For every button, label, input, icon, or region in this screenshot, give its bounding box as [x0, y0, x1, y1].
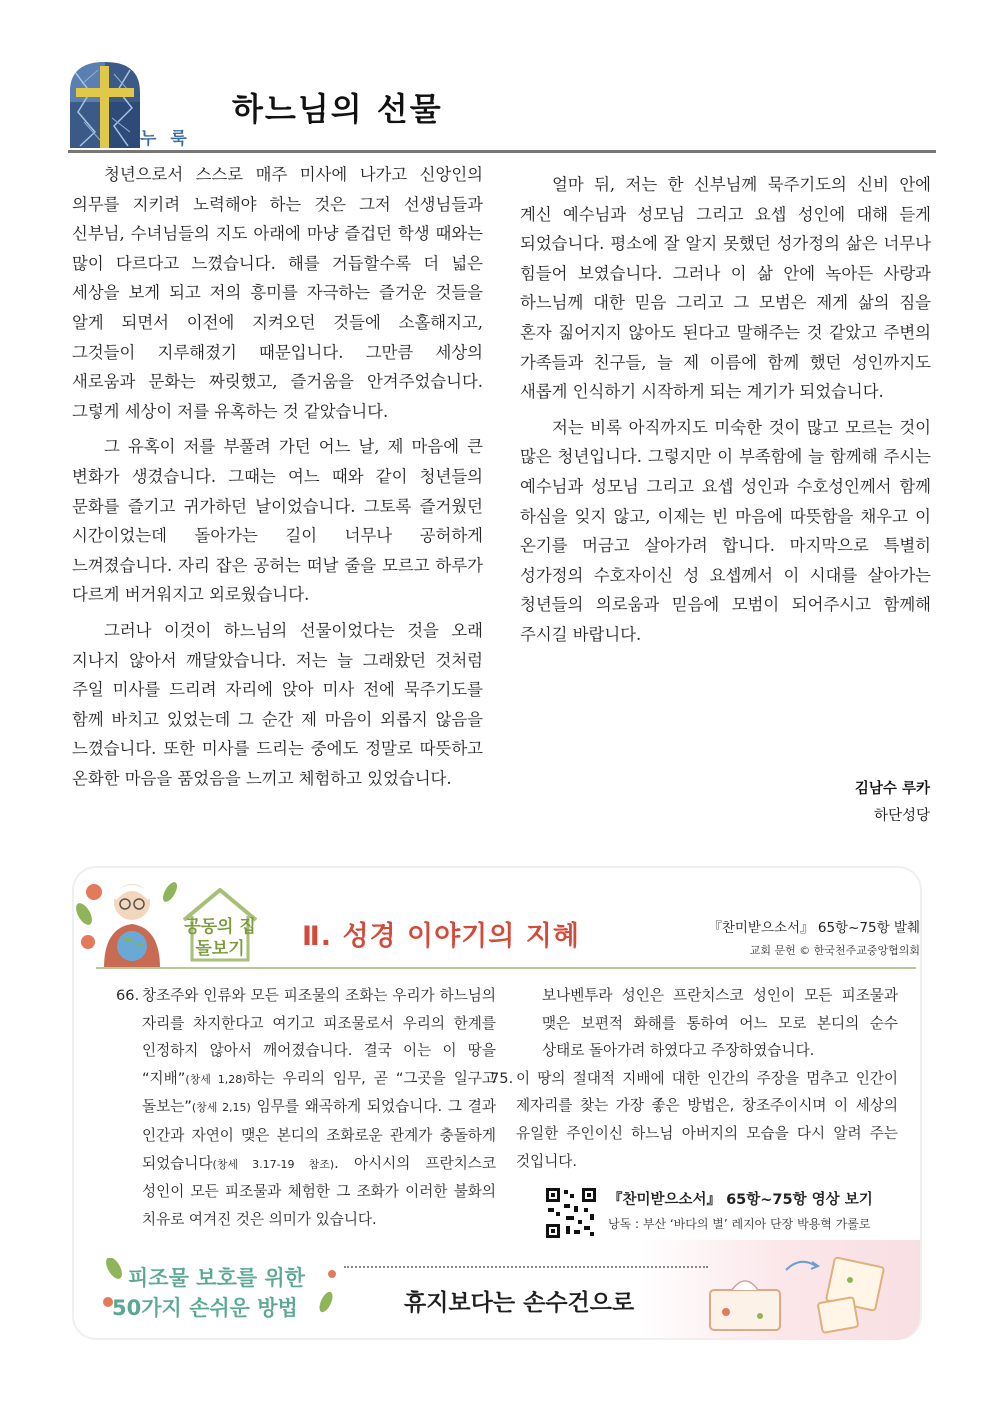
essay-right-column: [520, 170, 931, 656]
badge-line1: 공동의 집: [184, 917, 256, 937]
author-block: [855, 776, 930, 830]
scripture-ref: (창세 2,15): [191, 1101, 251, 1115]
essay-left-column: [72, 160, 483, 799]
scripture-ref: (창세 3.17-19 참조): [212, 1157, 335, 1171]
essay-paragraph: 얼마 뒤, 저는 한 신부님께 묵주기도의 신비 안에 계신 예수님과 성모님 그리고 요셉 성인에 대해 듣게 되었습니다. 평소에 잘 알지 못했던 성가정의 삶은 너무나 힘들어 보였습니다. 그러나 이 삶 안에 녹아든 사랑과 하느님께 대한 믿음 그리고 그 모범은 제게 삶의 짐을 혼자 짊어지지 않아도 된다고 말해주는 것 같았고 주변의 가족들과 친구들, 늘 제 이름에 함께 했던 성인까지도 새롭게 인식하기 시작하게 되는 계기가 되었습니다.: [520, 175, 931, 402]
paragraph-text: 이 땅의 절대적 지배에 대한 인간의 주장을 멈추고 인간이 제자리를 찾는 가장 좋은 방법은, 창조주이시며 이 세상의 유일한 주인이신 하느님 아버지의 모습을 다시 알려 주는 것입니다.: [516, 1069, 898, 1170]
eco-right-column: [490, 982, 898, 1175]
house-badge: [178, 886, 262, 964]
copyright-line: 교회 문헌 © 한국천주교중앙협의회: [749, 944, 920, 957]
source-citation: 『찬미받으소서』 65항~75항 발췌: [708, 920, 920, 936]
earth-hug-illustration: [74, 872, 184, 972]
essay-paragraph: 청년으로서 스스로 매주 미사에 나가고 신앙인의 의무를 지키려 노력해야 하는 것은 그저 선생님들과 신부님, 수녀님들의 지도 아래에 마냥 즐겁던 학생 때와는 많이 다르다고 느꼈습니다. 해를 거듭할수록 더 넓은 세상을 보게 되고 저의 흥미를 자극하는 즐거운 것들을 알게 되면서 이전에 지켜오던 것들에 소홀해지고, 그것들이 지루해졌기 때문입니다. 그만큼 세상의 새로움과 문화는 짜릿했고, 즐거움을 안겨주었습니다. 그렇게 세상이 저를 유혹하는 것 같았습니다.: [72, 165, 483, 421]
section-tag: 누 룩: [140, 129, 191, 149]
header-divider: [68, 150, 936, 153]
video-reader-credit: 낭독 : 부산 ‘바다의 별’ 레지아 단장 박용혁 가롤로: [608, 1217, 871, 1231]
paragraph-75: [490, 1065, 898, 1175]
essay-paragraph: 그 유혹이 저를 부풀려 가던 어느 날, 제 마음에 큰 변화가 생겼습니다. 그때는 여느 때와 같이 청년들의 문화를 즐기고 귀가하던 날이었습니다. 그토록 즐거웠던 시간이었는데 돌아가는 길이 너무나 공허하게 느껴졌습니다. 자리 잡은 공허는 떠날 줄을 모르고 하루가 다르게 버거워지고 외로웠습니다.: [72, 437, 483, 605]
paragraph-number: 66.: [116, 987, 140, 1004]
tissue-handkerchief-illustration: [690, 1250, 900, 1336]
page-title: 하느님의 선물: [232, 90, 443, 128]
essay-paragraph: 저는 비록 아직까지도 미숙한 것이 많고 모르는 것이 많은 청년입니다. 그렇지만 이 부족함에 늘 함께해 주시는 예수님과 성모님 그리고 요셉 성인과 수호성인께서 함께 하심을 잊지 않고, 이제는 빈 마음에 따뜻함을 채우고 이 온기를 머금고 살아가려 합니다. 마지막으로 특별히 성가정의 수호자이신 성 요셉께서 이 시대를 살아가는 청년들의 의로움과 믿음에 모범이 되어주시고 함께해 주시길 바랍니다.: [520, 417, 931, 644]
tip-text: 휴지보다는 손수건으로: [404, 1290, 635, 1316]
eco-divider: [96, 967, 916, 969]
eco-left-column: [116, 982, 496, 1233]
paragraph-66: [116, 982, 496, 1233]
paragraph-text: 창조주와 인류와 모든 피조물의 조화는 우리가 하느님의 자리를 차지한다고 여기고 피조물로서 우리의 한계를 인정하지 않아서 깨어졌습니다. 결국 이는 이 땅을 “지배”: [142, 987, 496, 1087]
paragraph-text: . 아시시의 프란치스코 성인이 모든 피조물과 체험한 그 조화가 이러한 불화의 치유로 여겨진 것은 의미가 있습니다.: [142, 1154, 496, 1228]
stained-glass-cross-logo: [70, 62, 140, 148]
author-name: 김남수 루카: [854, 781, 930, 797]
paragraph-number: 75.: [490, 1069, 514, 1087]
dotted-divider: [344, 1266, 708, 1268]
essay-paragraph: 그러나 이것이 하느님의 선물이었다는 것을 오래 지나지 않아서 깨달았습니다. 저는 늘 그래왔던 것처럼 주일 미사를 드리려 자리에 앉아 미사 전에 묵주기도를 함께 바치고 있었는데 그 순간 제 마음이 외롭지 않음을 느꼈습니다. 또한 미사를 드리는 중에도 정말로 따뜻하고 온화한 마음을 품었음을 느끼고 체험하고 있었습니다.: [72, 620, 483, 788]
author-parish: 하단성당: [873, 808, 930, 824]
scripture-ref: (창세 1,28): [185, 1072, 247, 1086]
paragraph-text: 임무를 왜곡하게 되었습니다. 그 결과 인간과 자연이 맺은 본디의 조화로운 관계가 충돌하게 되었습니다: [142, 1098, 496, 1172]
tips-title-line1: 피조물 보호를 위한: [128, 1266, 305, 1290]
eco-title: Ⅱ. 성경 이야기의 지혜: [302, 921, 580, 952]
paragraph-text: 하는 우리의 임무, 곧 “그곳을 일구고 돌보는”: [142, 1069, 496, 1116]
tips-title-line2: 50가지 손쉬운 방법: [112, 1296, 298, 1320]
qr-code[interactable]: [544, 1186, 598, 1240]
paragraph-66-continued: [516, 982, 898, 1065]
video-link-title[interactable]: 『찬미받으소서』 65항~75항 영상 보기: [608, 1192, 873, 1208]
badge-line2: 돌보기: [195, 939, 245, 959]
paragraph-text: 보나벤투라 성인은 프란치스코 성인이 모든 피조물과 맺은 보편적 화해를 통하여 어느 모로 본디의 순수 상태로 돌아가려 하였다고 주장하였습니다.: [542, 987, 898, 1060]
